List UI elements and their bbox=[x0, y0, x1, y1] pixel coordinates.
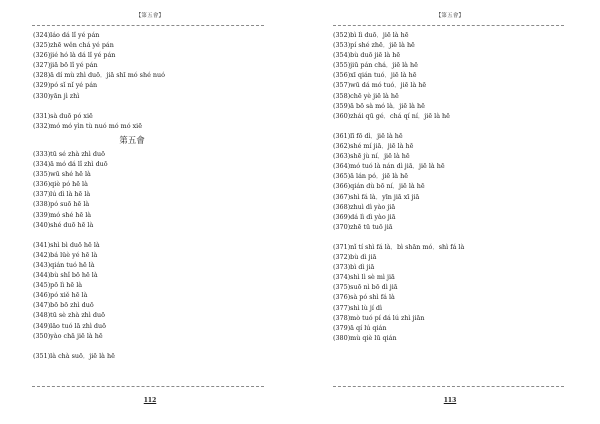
spacer bbox=[33, 101, 231, 111]
text-line: (349)lāo tuó lā zhì duō bbox=[33, 321, 106, 330]
text-line: (360)zhái qū gé．chá qí ní．jiē là hē bbox=[333, 111, 450, 120]
text-line: (327)jiā bō lǐ yé pán bbox=[33, 61, 98, 70]
left-block-2 bbox=[33, 111, 231, 131]
text-line: (362)shé mí jiā．jiē là hē bbox=[333, 142, 414, 151]
spacer bbox=[333, 232, 464, 242]
text-line: (337)lú dì là hē là bbox=[33, 190, 91, 199]
right-text-column bbox=[333, 30, 464, 343]
right-page bbox=[300, 0, 600, 424]
text-line: (352)bì lì duō．jiē là hē bbox=[333, 31, 409, 39]
right-page-number: 113 bbox=[443, 397, 457, 404]
left-block-4 bbox=[33, 240, 231, 341]
text-line: (351)là chà suō．jiē là hē bbox=[33, 351, 115, 360]
text-line: (365)ā lán pó．jiē là hē bbox=[333, 172, 408, 181]
right-page-header: 【第五會】 bbox=[435, 13, 465, 19]
text-line: (325)zhē wěn chá yé pán bbox=[33, 41, 114, 50]
text-line: (363)shē jù ní．jiē là hē bbox=[333, 152, 410, 161]
text-line: (366)qián dù bō ní．jiē là hē bbox=[333, 182, 425, 191]
left-text-column bbox=[33, 30, 231, 361]
left-page-number: 112 bbox=[143, 397, 157, 404]
text-line: (368)zhuì dì yào jiā bbox=[333, 202, 396, 211]
text-line: (339)mó shé hē là bbox=[33, 210, 92, 219]
right-block-3 bbox=[333, 242, 464, 343]
text-line: (346)pó xiě hē là bbox=[33, 291, 88, 300]
text-line: (374)shì lì sè mì jiā bbox=[333, 273, 395, 282]
left-top-rule bbox=[32, 25, 264, 26]
text-line: (336)qiè pó hē là bbox=[33, 180, 88, 189]
text-line: (361)lī fō dì．jiē là hē bbox=[333, 131, 403, 140]
text-line: (358)chē yè jiē là hē bbox=[333, 91, 399, 100]
left-block-1 bbox=[33, 30, 231, 101]
text-line: (371)nǐ tí shì fá là．bì shān mó．shì fá là bbox=[333, 242, 465, 251]
chapter-title: 第五會 bbox=[119, 135, 145, 146]
text-line: (379)ā qí lú qián bbox=[333, 323, 387, 332]
right-block-1 bbox=[333, 30, 464, 121]
text-line: (342)bá lüè yé hē là bbox=[33, 250, 98, 259]
right-top-rule bbox=[333, 25, 564, 26]
text-line: (333)tū sé zhà zhì duō bbox=[33, 149, 105, 158]
left-block-5 bbox=[33, 351, 231, 361]
text-line: (356)xī qián tuó．jiē là hē bbox=[333, 71, 417, 80]
text-line: (326)jié hó là dá lǐ yé pán bbox=[33, 51, 116, 60]
text-line: (335)wū shé hē là bbox=[33, 170, 91, 179]
text-line: (354)bù duō jiē là hē bbox=[333, 51, 401, 60]
text-line: (334)ā mó dá lǐ zhì duō bbox=[33, 160, 108, 169]
text-line: (331)sà duō pó xiē bbox=[33, 111, 93, 120]
text-line: (375)suō nì bō dì jiā bbox=[333, 283, 398, 292]
text-line: (330)yān jì zhì bbox=[33, 91, 80, 100]
text-line: (348)tū sè zhà zhì duō bbox=[33, 311, 105, 320]
text-line: (338)pó suō hē là bbox=[33, 200, 90, 209]
text-line: (376)sà pó shì fá là bbox=[333, 293, 395, 302]
text-line: (373)bì dì jiā bbox=[333, 263, 375, 272]
text-line: (344)bù shǐ bō hē là bbox=[33, 271, 98, 280]
text-line: (357)wū dá mó tuó．jiē là hē bbox=[333, 81, 427, 90]
text-line: (359)ā bō sà mó là．jiē là hē bbox=[333, 101, 425, 110]
right-block-2 bbox=[333, 131, 464, 232]
text-line: (378)mò tuó pí dá lú zhì jiān bbox=[333, 313, 425, 322]
text-line: (324)láo dá lǐ yé pán bbox=[33, 31, 100, 39]
text-line: (355)jiū pán chá．jiē là hē bbox=[333, 61, 418, 70]
text-line: (341)shì bì duō hē là bbox=[33, 240, 100, 249]
text-line: (332)mó mó yìn tù nuó mó mó xiē bbox=[33, 121, 142, 130]
text-line: (370)zhē tū tuō jiā bbox=[333, 222, 393, 231]
text-line: (364)mó tuó là nán dì jiā．jiē là hē bbox=[333, 162, 445, 171]
left-block-3 bbox=[33, 149, 231, 230]
spacer bbox=[33, 341, 231, 351]
left-bottom-rule bbox=[32, 386, 264, 387]
left-page-header: 【第五會】 bbox=[135, 13, 165, 19]
text-line: (350)yào chā jiē là hē bbox=[33, 331, 103, 340]
text-line: (369)dá lì dì yào jiā bbox=[333, 212, 396, 221]
spacer bbox=[333, 121, 464, 131]
text-line: (353)pí shé zhē．jiē là hē bbox=[333, 41, 415, 50]
text-line: (345)pō lì hē là bbox=[33, 281, 83, 290]
text-line: (380)mù qiè lū qián bbox=[333, 333, 397, 342]
text-line: (328)ā dí mù zhì duō．jiā shī mó shé nuó bbox=[33, 71, 165, 80]
text-line: (372)bù dì jiā bbox=[333, 253, 377, 262]
spacer bbox=[33, 230, 231, 240]
text-line: (329)pó sǐ nǐ yé pán bbox=[33, 81, 98, 90]
text-line: (343)qián tuó hē là bbox=[33, 260, 95, 269]
text-line: (347)bō bō zhì duō bbox=[33, 301, 94, 310]
text-line: (367)shì fá là．yīn jiā xī jiā bbox=[333, 192, 420, 201]
text-line: (340)shé duō hē là bbox=[33, 220, 94, 229]
right-bottom-rule bbox=[333, 386, 564, 387]
text-line: (377)shì lù jí dì bbox=[333, 303, 383, 312]
